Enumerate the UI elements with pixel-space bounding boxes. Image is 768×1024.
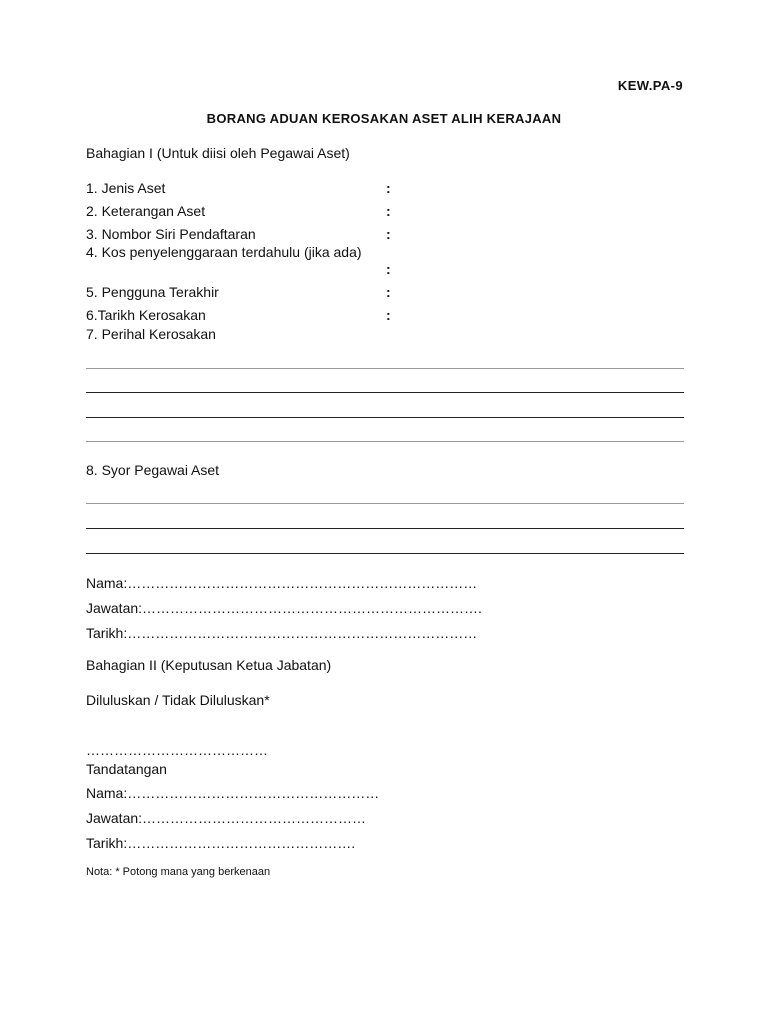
damage-line[interactable] [86, 441, 684, 442]
recommendation-line[interactable] [86, 503, 684, 504]
field-colon: : [386, 284, 391, 300]
field-label-jenis-aset: 1. Jenis Aset [86, 180, 166, 196]
damage-line[interactable] [86, 368, 684, 369]
head-date-field[interactable]: Tarikh:…………………………………………. [86, 835, 356, 851]
section2-heading: Bahagian II (Keputusan Ketua Jabatan) [86, 657, 332, 673]
field-colon: : [386, 203, 391, 219]
recommendation-label: 8. Syor Pegawai Aset [86, 462, 220, 478]
footnote: Nota: * Potong mana yang berkenaan [86, 866, 271, 878]
section1-heading: Bahagian I (Untuk diisi oleh Pegawai Aset) [86, 145, 350, 161]
form-code: KEW.PA-9 [617, 78, 683, 93]
recommendation-line[interactable] [86, 553, 684, 554]
head-name-field[interactable]: Nama:……………………………………………… [86, 785, 380, 801]
signature-label: Tandatangan [86, 761, 167, 777]
field-colon: : [386, 226, 391, 242]
field-colon: : [386, 180, 391, 196]
field-colon: : [386, 307, 391, 323]
decision-choice[interactable]: Diluluskan / Tidak Diluluskan* [86, 692, 270, 708]
signature-line[interactable]: ………………………………… [86, 742, 268, 758]
damage-line[interactable] [86, 392, 684, 393]
field-label-pengguna-terakhir: 5. Pengguna Terakhir [86, 284, 219, 300]
damage-description-label: 7. Perihal Kerosakan [86, 326, 216, 342]
recommendation-line[interactable] [86, 528, 684, 529]
head-position-field[interactable]: Jawatan:………………………………………… [86, 810, 367, 826]
officer-date-field[interactable]: Tarikh:………………………………………………………………… [86, 625, 478, 641]
damage-line[interactable] [86, 417, 684, 418]
field-label-nombor-siri: 3. Nombor Siri Pendaftaran [86, 226, 256, 242]
officer-position-field[interactable]: Jawatan:………………………………………………………………. [86, 600, 482, 616]
field-label-keterangan-aset: 2. Keterangan Aset [86, 203, 206, 219]
officer-name-field[interactable]: Nama:………………………………………………………………… [86, 575, 478, 591]
field-label-tarikh-kerosakan: 6.Tarikh Kerosakan [86, 307, 206, 323]
field-label-kos-penyelenggaraan: 4. Kos penyelenggaraan terdahulu (jika ada) [86, 244, 362, 260]
field-colon: : [386, 261, 391, 277]
form-title: BORANG ADUAN KEROSAKAN ASET ALIH KERAJAAN [206, 111, 562, 126]
